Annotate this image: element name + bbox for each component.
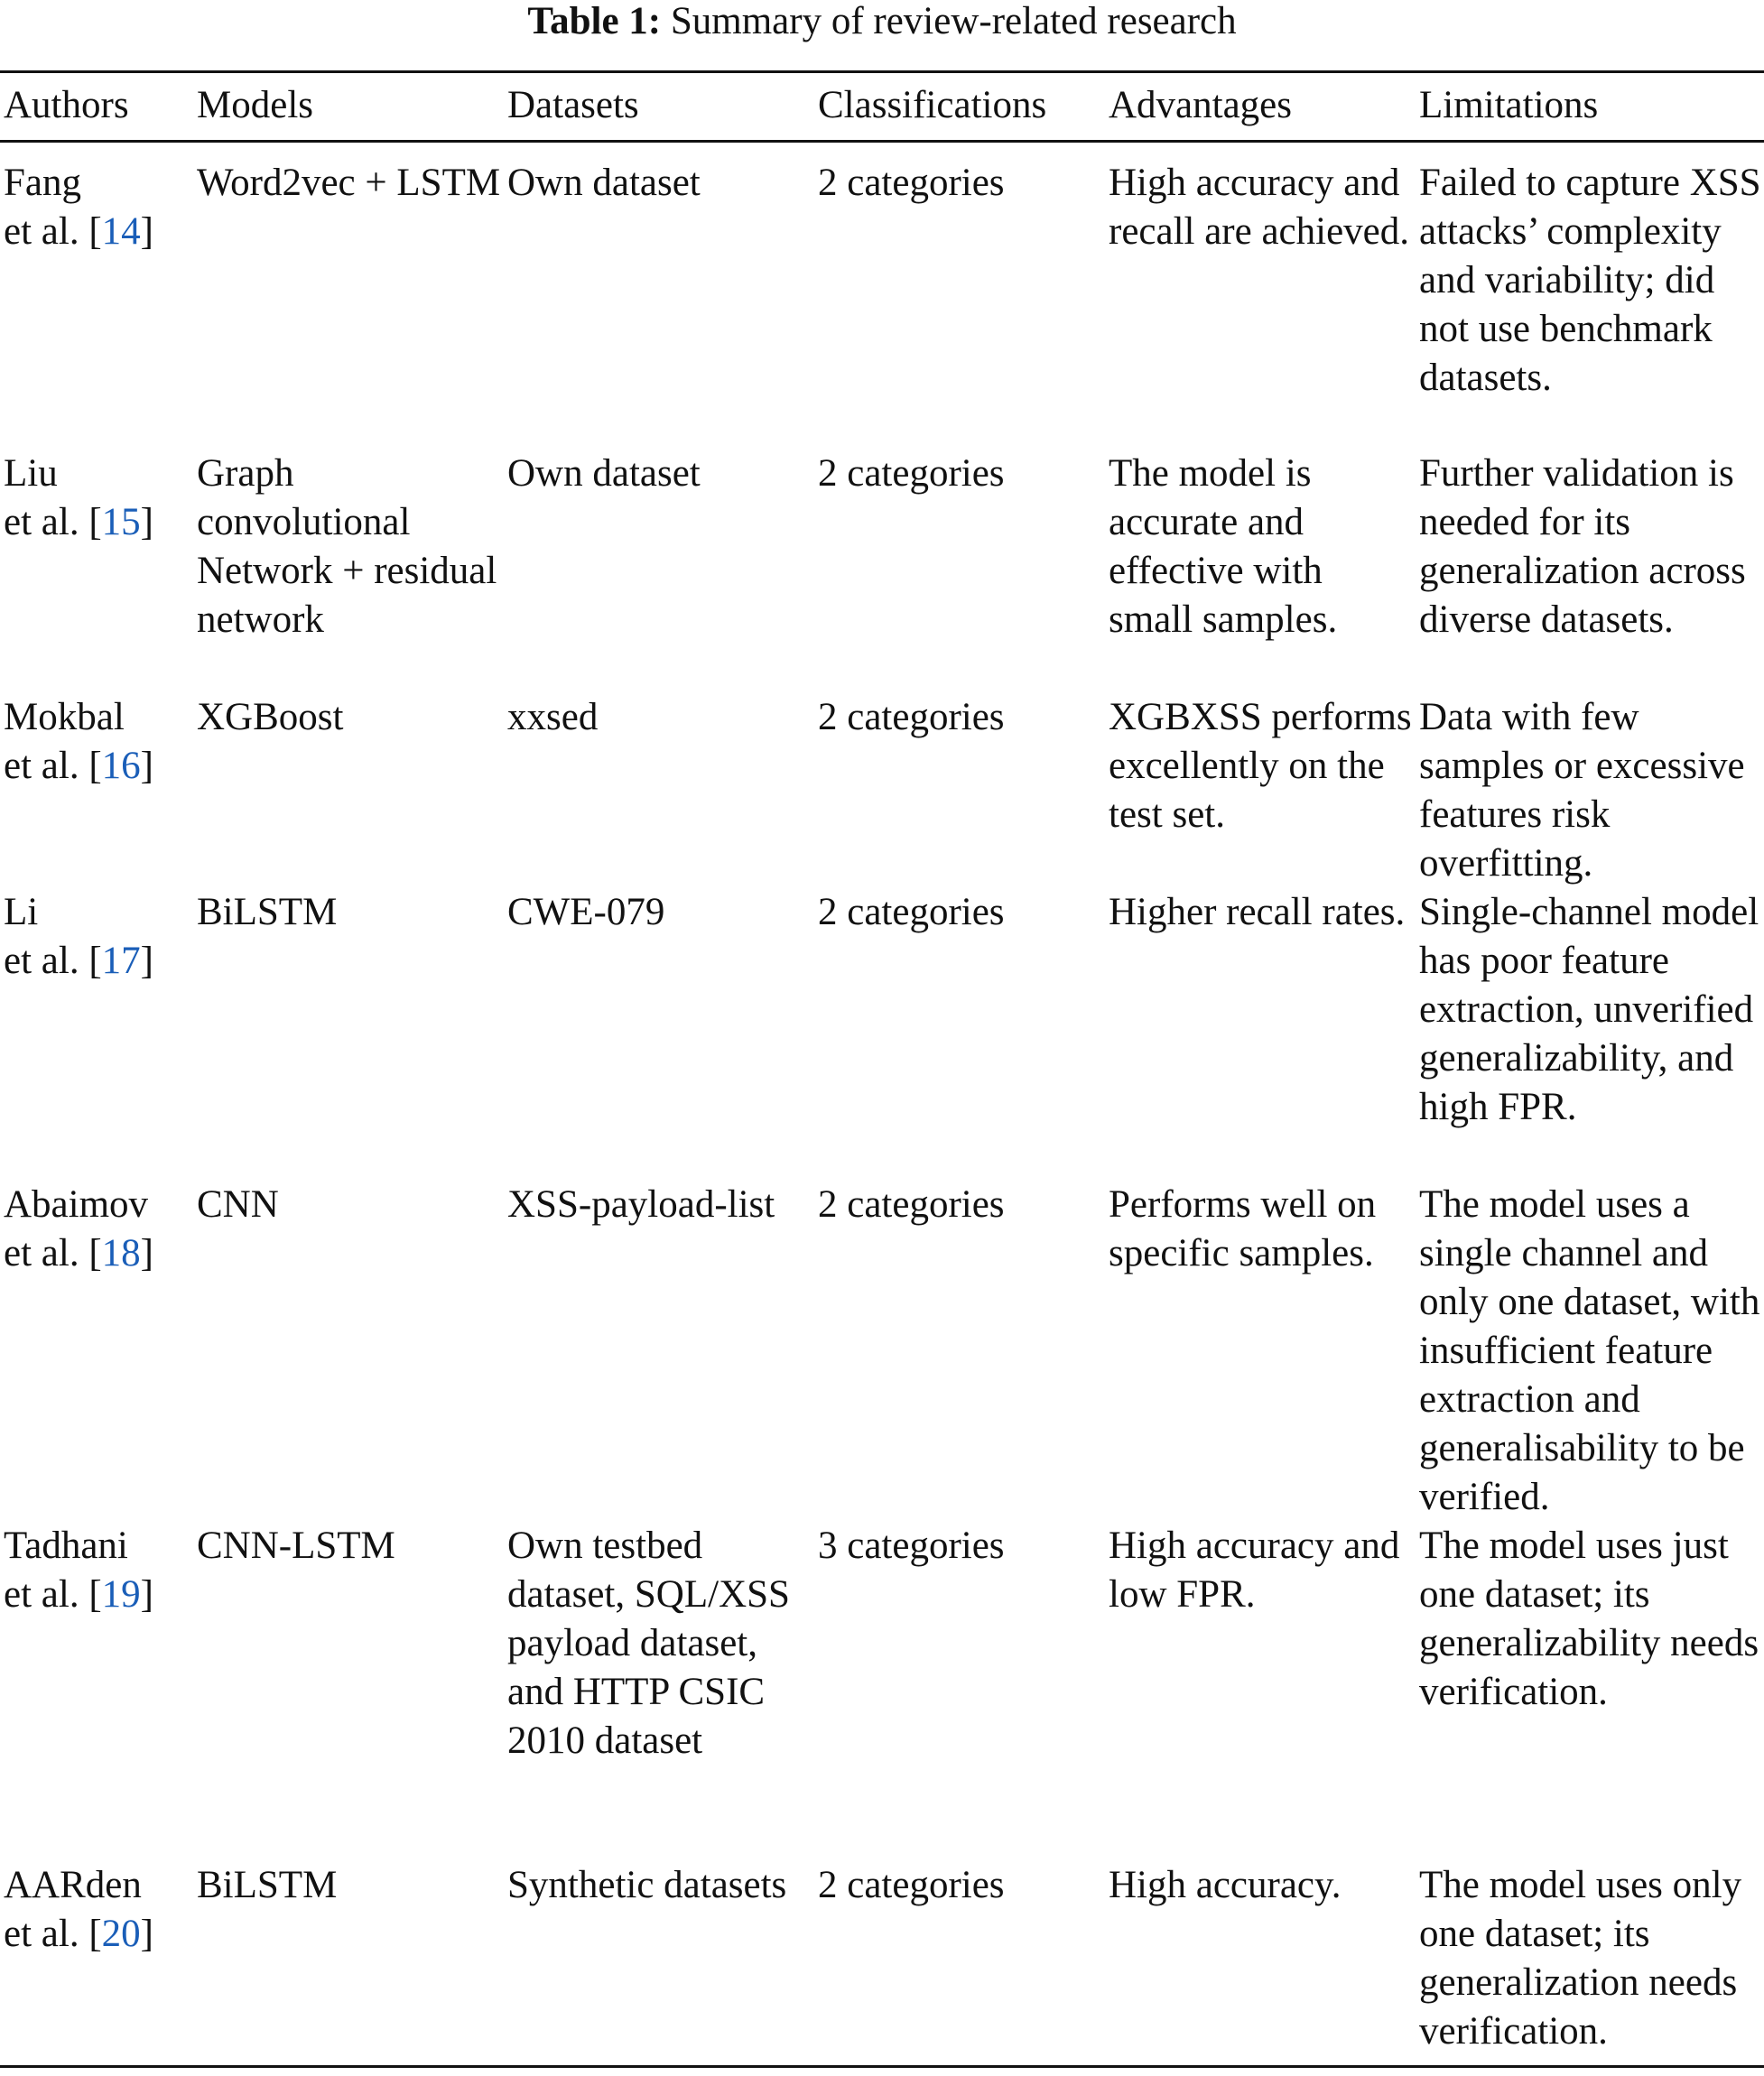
advantage-cell: High accuracy and recall are achieved. <box>1109 162 1409 253</box>
dataset-cell: Own dataset <box>507 162 701 204</box>
classification-cell: 2 categories <box>818 696 1005 738</box>
model-cell: BiLSTM <box>197 891 338 933</box>
classification-cell: 2 categories <box>818 452 1005 495</box>
author-etal: et al. <box>4 210 79 253</box>
dataset-cell: Own testbed dataset, SQL/XSS payload dataset, and HTTP CSIC 2010 dataset <box>507 1525 790 1762</box>
column-header-classifications: Classifications <box>818 84 1047 126</box>
citation-link[interactable]: 18 <box>101 1232 141 1274</box>
citation-link[interactable]: 16 <box>101 745 141 787</box>
limitation-cell: Data with few samples or excessive features risk overfitting. <box>1419 696 1745 885</box>
author-name: Fang <box>4 162 81 204</box>
author-name: Mokbal <box>4 696 125 738</box>
dataset-cell: CWE-079 <box>507 891 665 933</box>
model-cell: XGBoost <box>197 696 344 738</box>
authors-cell: Tadhani et al. [19] <box>4 1522 193 1619</box>
advantage-cell: Performs well on specific samples. <box>1109 1183 1377 1274</box>
dataset-cell: xxsed <box>507 696 599 738</box>
classification-cell: 3 categories <box>818 1525 1005 1567</box>
classification-cell: 2 categories <box>818 1183 1005 1226</box>
authors-cell: Mokbal et al. [16] <box>4 693 193 791</box>
author-etal: et al. <box>4 501 79 543</box>
table-caption-label: Table 1: <box>527 0 662 42</box>
author-name: Liu <box>4 452 58 495</box>
author-etal: et al. <box>4 745 79 787</box>
column-header-datasets: Datasets <box>507 84 639 126</box>
authors-cell: Liu et al. [15] <box>4 449 193 547</box>
table-bottom-rule <box>0 2065 1764 2068</box>
author-name: AARden <box>4 1864 142 1906</box>
table-caption <box>0 0 1764 45</box>
author-name: Li <box>4 891 39 933</box>
model-cell: CNN-LSTM <box>197 1525 395 1567</box>
advantage-cell: The model is accurate and effective with small samples. <box>1109 452 1338 641</box>
dataset-cell: Synthetic datasets <box>507 1864 787 1906</box>
advantage-cell: High accuracy. <box>1109 1864 1342 1906</box>
model-cell: BiLSTM <box>197 1864 338 1906</box>
limitation-cell: The model uses a single channel and only one dataset, with insufficient feature extraction and generalisability to be verified. <box>1419 1183 1760 1518</box>
citation-link[interactable]: 15 <box>101 501 141 543</box>
table-caption-text: Summary of review-related research <box>670 0 1237 42</box>
limitation-cell: Failed to capture XSS attacks’ complexity and variability; did not use benchmark datasets. <box>1419 162 1761 399</box>
column-header-authors: Authors <box>4 84 129 126</box>
authors-cell: Fang et al. [14] <box>4 159 193 256</box>
classification-cell: 2 categories <box>818 891 1005 933</box>
authors-cell: Li et al. [17] <box>4 888 193 986</box>
column-header-limitations: Limitations <box>1419 84 1599 126</box>
model-cell: Graph convolutional Network + residual network <box>197 452 497 641</box>
limitation-cell: The model uses just one dataset; its generalizability needs verification. <box>1419 1525 1759 1713</box>
author-name: Abaimov <box>4 1183 149 1226</box>
dataset-cell: XSS-payload-list <box>507 1183 775 1226</box>
authors-cell: AARden et al. [20] <box>4 1861 193 1959</box>
classification-cell: 2 categories <box>818 162 1005 204</box>
citation-link[interactable]: 20 <box>101 1913 141 1955</box>
table-top-rule <box>0 70 1764 73</box>
classification-cell: 2 categories <box>818 1864 1005 1906</box>
dataset-cell: Own dataset <box>507 452 701 495</box>
model-cell: CNN <box>197 1183 279 1226</box>
limitation-cell: The model uses only one dataset; its generalization needs verification. <box>1419 1864 1742 2053</box>
limitation-cell: Single-channel model has poor feature extraction, unverified generalizability, and high FPR. <box>1419 891 1759 1128</box>
advantage-cell: Higher recall rates. <box>1109 891 1406 933</box>
model-cell: Word2vec + LSTM <box>197 162 501 204</box>
citation-link[interactable]: 17 <box>101 940 141 982</box>
citation-link[interactable]: 19 <box>101 1573 141 1616</box>
advantage-cell: XGBXSS performs excellently on the test set. <box>1109 696 1412 836</box>
author-etal: et al. <box>4 1913 79 1955</box>
author-etal: et al. <box>4 940 79 982</box>
authors-cell: Abaimov et al. [18] <box>4 1181 193 1278</box>
advantage-cell: High accuracy and low FPR. <box>1109 1525 1400 1616</box>
limitation-cell: Further validation is needed for its generalization across diverse datasets. <box>1419 452 1746 641</box>
table-header-rule <box>0 140 1764 143</box>
author-name: Tadhani <box>4 1525 128 1567</box>
column-header-advantages: Advantages <box>1109 84 1292 126</box>
citation-link[interactable]: 14 <box>101 210 141 253</box>
column-header-models: Models <box>197 84 313 126</box>
author-etal: et al. <box>4 1232 79 1274</box>
author-etal: et al. <box>4 1573 79 1616</box>
